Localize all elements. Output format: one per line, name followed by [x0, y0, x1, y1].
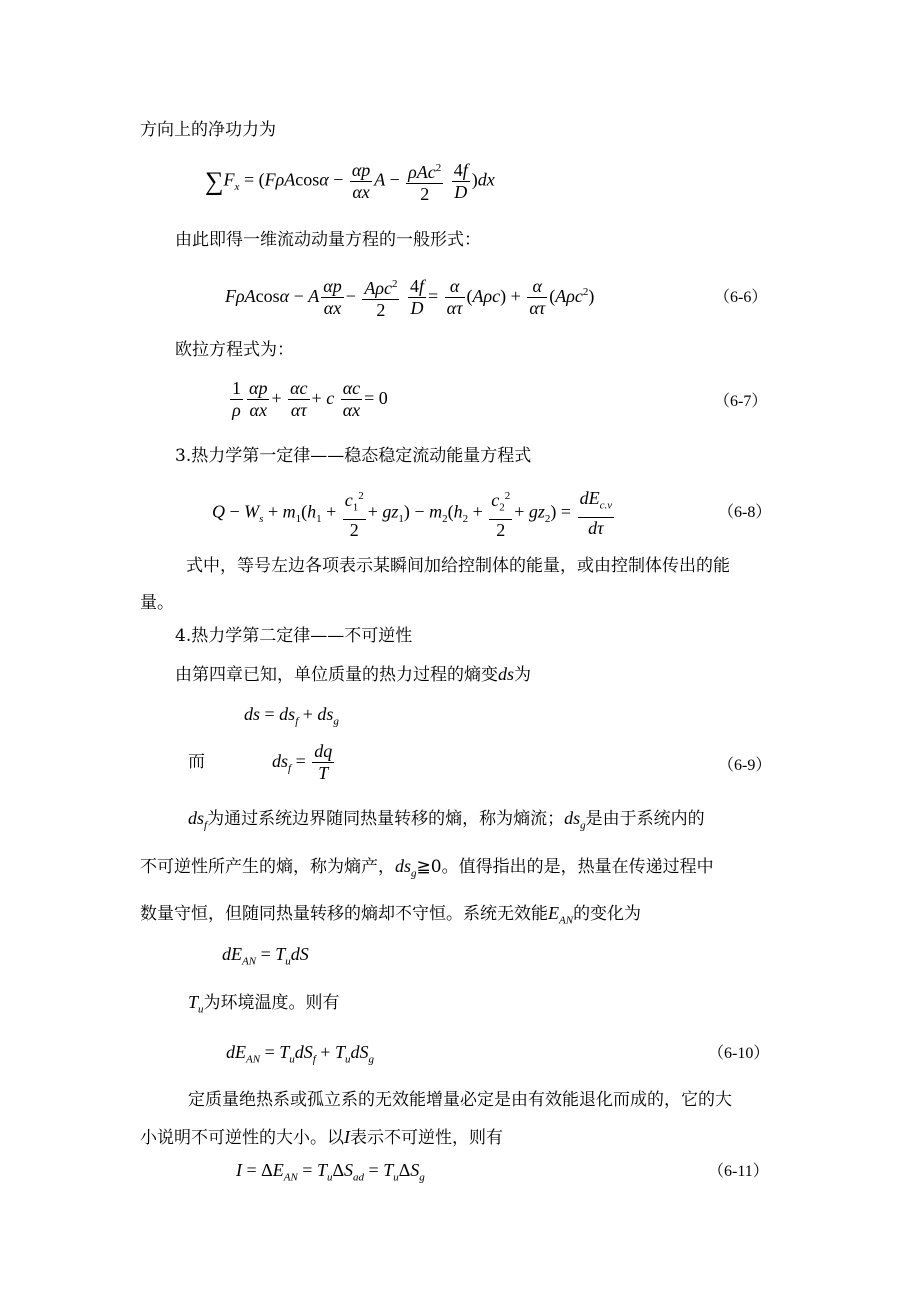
text-fragment: 的变化为 — [573, 904, 642, 925]
equation-euler: $\frac{1}{\rho}$ $\frac{\alpha p}{\alpha x}$ + $\frac{\alpha c}{\alpha\tau}$ + c $\frac{\alpha c}{\alpha x}$ = 0 — [232, 378, 388, 421]
text-momentum-intro: 由此即得一维流动动量方程的一般形式： — [175, 230, 481, 250]
equation-number: （6-8） — [718, 504, 772, 521]
text-fragment: 小说明不可逆性的大小。以 — [140, 1128, 344, 1148]
text-fragment: 由第四章已知，单位质量的热力过程的熵变 — [175, 665, 498, 685]
section-heading-second-law: 4.热力学第二定律——不可逆性 — [175, 626, 413, 646]
equation-number: （6-6） — [714, 289, 768, 306]
equation-net-force: $\sum F_x = (F\rho Acos\alpha$ − $\frac{\alpha p}{\alpha x}$ A − $\frac{\rho Ac^2}{2}$ $\frac{4f}{D}$ )dx — [205, 160, 495, 204]
text-fragment: 是由于系统内的 — [585, 809, 705, 829]
paragraph-line: 式中，等号左边各项表示某瞬间加给控制体的能量，或由控制体传出的能 — [186, 556, 730, 576]
section-heading-first-law: 3.热力学第一定律——稳态稳定流动能量方程式 — [175, 446, 532, 466]
text-fragment: 数量守恒，但随同热量转移的熵却不守恒。系统无效能 — [140, 904, 548, 925]
paragraph-line: 小说明不可逆性的大小。以I表示不可逆性，则有 — [140, 1127, 503, 1148]
text-fragment: 不可逆性所产生的熵，称为熵产， — [140, 856, 395, 877]
paragraph-irreversibility — [140, 1082, 780, 1157]
equation-anergy-change: $dE_{AN} = T_udS$ — [222, 944, 309, 968]
text-fragment: 为 — [514, 665, 532, 685]
equation-number: （6-11） — [708, 1163, 769, 1180]
paragraph-energy-explanation — [140, 548, 780, 622]
text-fragment: ≧0。值得指出的是，热量在传递过程中 — [416, 856, 714, 877]
text-entropy-intro: 由第四章已知，单位质量的热力过程的熵变ds为 — [175, 664, 532, 685]
paragraph-entropy-explanation — [140, 798, 780, 941]
equation-momentum: FρAcosα − A $\frac{\alpha p}{\alpha x}$ − $\frac{A\rho c^2}{2}$ $\frac{4f}{D}$ = $\frac{\alpha}{\alpha\tau}$ (Aρc) + $\frac{\alpha}{\alpha\tau}$ (Aρc$^2$) — [225, 276, 595, 321]
equation-number: （6-10） — [708, 1045, 770, 1062]
paragraph-line: 量。 — [140, 593, 174, 613]
text-and: 而 — [188, 752, 205, 772]
text-net-force-intro: 方向上的净功力为 — [140, 120, 276, 140]
paragraph-line: 数量守恒，但随同热量转移的熵却不守恒。系统无效能$E_{AN}$的变化为 — [140, 903, 642, 927]
equation-number: （6-7） — [714, 393, 768, 410]
paragraph-line: 定质量绝热系或孤立系的无效能增量必定是由有效能退化而成的，它的大 — [188, 1090, 732, 1110]
text-fragment: 表示不可逆性，则有 — [350, 1128, 503, 1148]
paragraph-line: 不可逆性所产生的熵，称为熵产，$ds_g≧0$。值得指出的是，热量在传递过程中 — [140, 855, 714, 880]
paragraph-line: $ds_f$为通过系统边界随同热量转移的熵，称为熵流；$ds_g$是由于系统内的 — [188, 808, 705, 832]
text-fragment: 为通过系统边界随同热量转移的熵，称为熵流； — [207, 809, 565, 829]
equation-number: （6-9） — [718, 757, 772, 774]
equation-anergy-split: $dE_{AN} = T_udS_f + T_udS_g$ — [226, 1042, 374, 1066]
equation-irreversibility: $I = \Delta E_{AN} = T_u\Delta S_{ad} = T_u\Delta S_g$ — [236, 1160, 425, 1184]
equation-entropy-flow: $ds_f$ = $\frac{dq}{T}$ — [272, 741, 333, 784]
equation-entropy-split: ds = $ds_f + ds_g$ — [244, 704, 339, 728]
text-fragment: 为环境温度。则有 — [203, 993, 340, 1013]
text-euler-intro: 欧拉方程式为： — [175, 340, 294, 360]
equation-energy: $Q - W_s + m_1(h_1$ + $\frac{c_1^2}{2}$ + $gz_1) - m_2(h_2$ + $\frac{c_2^2}{2}$ + $gz_2$) = $\frac{dE_{c.v}}{d\tau}$ — [212, 488, 613, 540]
text-ambient-temp: $T_u$为环境温度。则有 — [188, 992, 340, 1016]
